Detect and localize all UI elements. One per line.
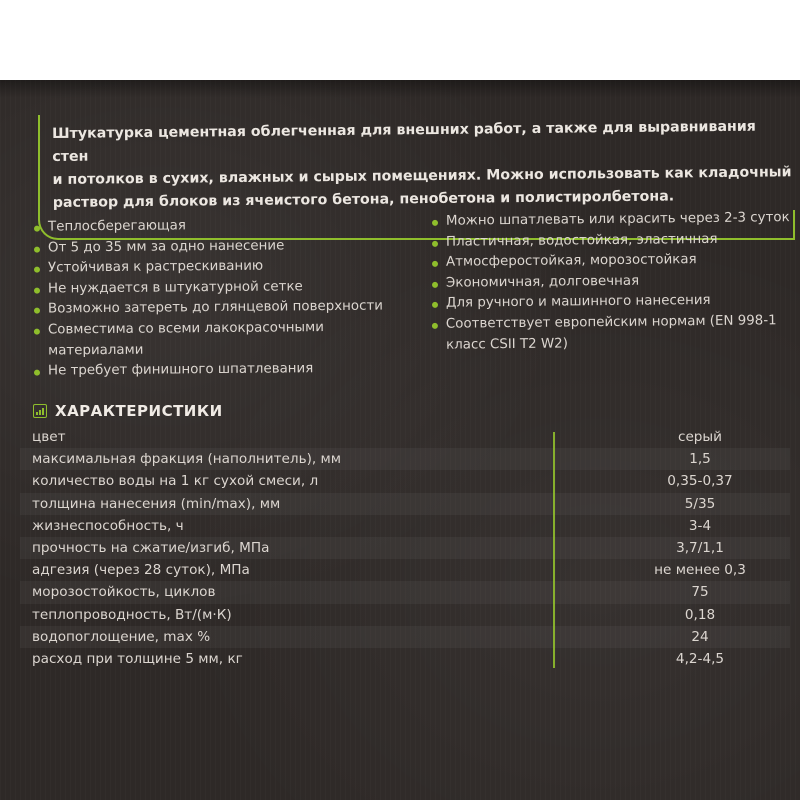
table-row — [20, 648, 790, 670]
bullet-dot-icon — [432, 220, 438, 226]
feature-item: Устойчивая к растрескиванию — [32, 255, 412, 279]
spec-name: адгезия (через 28 суток), МПа — [32, 562, 250, 579]
spec-name: количество воды на 1 кг сухой смеси, л — [32, 473, 319, 490]
bullet-dot-icon — [432, 261, 438, 267]
feature-item: Не нуждается в штукатурной сетке — [32, 276, 412, 300]
table-row — [20, 581, 790, 603]
spec-value: 3-4 — [688, 517, 712, 534]
bullet-dot-icon — [432, 302, 438, 308]
table-row — [20, 515, 790, 537]
table-row — [20, 426, 790, 448]
bullet-dot-icon — [34, 328, 40, 334]
feature-item: Для ручного и машинного нанесения — [430, 290, 792, 314]
spec-value: 5/35 — [684, 495, 716, 512]
spec-name: толщина нанесения (min/max), мм — [32, 495, 281, 512]
bullet-dot-icon — [432, 322, 438, 328]
feature-item: Пластичная, водостойкая, эластичная — [430, 229, 792, 253]
spec-value: 3,7/1,1 — [676, 540, 724, 557]
column-divider — [553, 432, 555, 668]
table-row — [20, 448, 790, 470]
characteristics-heading — [33, 402, 223, 420]
spec-value: 24 — [691, 628, 709, 645]
specs-table — [20, 426, 790, 670]
bullet-dot-icon — [34, 369, 40, 375]
spec-name: расход при толщине 5 мм, кг — [32, 650, 243, 667]
spec-name: теплопроводность, Вт/(м·К) — [32, 606, 232, 623]
bullet-dot-icon — [34, 226, 40, 232]
feature-item: Возможно затереть до глянцевой поверхности — [32, 296, 412, 320]
intro-text — [52, 115, 793, 215]
table-row — [20, 493, 790, 515]
intro-line-3: раствор для блоков из ячеистого бетона, пенобетона и полистиролбетона. — [52, 188, 675, 211]
spec-value: 0,18 — [684, 606, 716, 623]
feature-item: Можно шпатлевать или красить через 2-3 суток — [430, 208, 792, 232]
bullet-dot-icon — [34, 308, 40, 314]
spec-value: 75 — [691, 584, 709, 601]
table-row — [20, 537, 790, 559]
bullet-dot-icon — [34, 246, 40, 252]
spec-value: 0,35-0,37 — [667, 473, 733, 490]
features-list-right — [430, 210, 792, 354]
feature-item: Совместима со всеми лакокрасочными материалами — [32, 317, 412, 361]
section-title: ХАРАКТЕРИСТИКИ — [55, 402, 223, 420]
spec-value: не менее 0,3 — [654, 562, 746, 579]
feature-item: Атмосферостойкая, морозостойкая — [430, 249, 792, 273]
spec-value: 4,2-4,5 — [675, 650, 725, 667]
feature-item: От 5 до 35 мм за одно нанесение — [32, 235, 412, 259]
bullet-dot-icon — [432, 281, 438, 287]
spec-name: максимальная фракция (наполнитель), мм — [32, 451, 342, 468]
spec-value: 1,5 — [689, 451, 711, 468]
bullet-dot-icon — [34, 287, 40, 293]
table-row — [20, 626, 790, 648]
intro-line-1: Штукатурка цементная облегченная для внешних работ, а также для выравнивания стен — [52, 118, 756, 165]
spec-name: жизнеспособность, ч — [32, 517, 184, 534]
spec-name: цвет — [32, 429, 66, 446]
bar-chart-icon — [33, 404, 47, 418]
table-row — [20, 559, 790, 581]
spec-value: серый — [677, 429, 723, 446]
bullet-dot-icon — [432, 240, 438, 246]
features-list-left — [32, 216, 412, 380]
intro-line-2: и потолков в сухих, влажных и сырых помещениях. Можно использовать как кладочный — [52, 164, 792, 188]
spec-name: прочность на сжатие/изгиб, МПа — [32, 540, 270, 557]
feature-item: Соответствует европейским нормам (EN 998-1 класс CSII T2 W2) — [430, 311, 792, 356]
spec-name: водопоглощение, max % — [32, 628, 211, 645]
feature-item: Теплосберегающая — [32, 214, 412, 238]
feature-item: Не требует финишного шпатлевания — [32, 358, 412, 382]
bullet-dot-icon — [34, 267, 40, 273]
table-row — [20, 604, 790, 626]
product-label-panel — [0, 80, 800, 800]
feature-item: Экономичная, долговечная — [430, 270, 792, 294]
table-row — [20, 470, 790, 492]
spec-name: морозостойкость, циклов — [32, 584, 216, 601]
